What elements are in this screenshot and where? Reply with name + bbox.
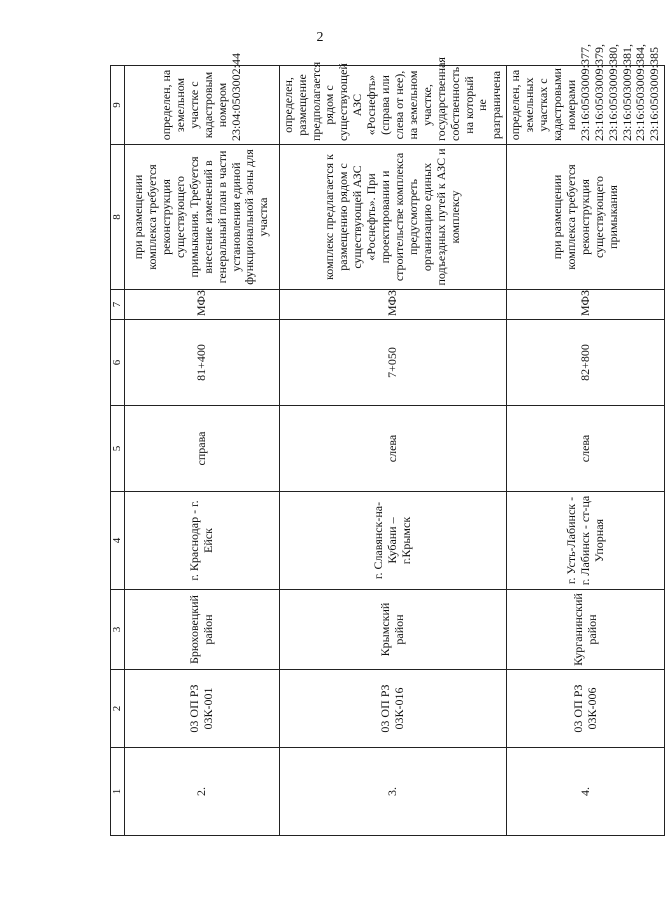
- table-landscape: [110, 43, 662, 836]
- side: слева: [507, 406, 665, 492]
- row-number: 2.: [124, 748, 279, 836]
- column-number: 9: [111, 66, 125, 145]
- table-row: [124, 66, 279, 836]
- table-row: [279, 66, 507, 836]
- road-code: 03 ОП РЗ 03К-001: [124, 670, 279, 748]
- district: Крымский район: [279, 590, 507, 670]
- type: МФЗ: [279, 290, 507, 320]
- road-code: 03 ОП РЗ 03К-006: [507, 670, 665, 748]
- road-name: г. Славянск-на-Кубани – г.Крымск: [279, 492, 507, 590]
- km: 7+050: [279, 320, 507, 406]
- column-number: 7: [111, 290, 125, 320]
- table-rotated-wrapper: [110, 43, 662, 836]
- column-number: 3: [111, 590, 125, 670]
- header-row: [111, 66, 125, 836]
- road-code: 03 ОП РЗ 03К-016: [279, 670, 507, 748]
- page-number: 2: [316, 30, 324, 45]
- table-row: [507, 66, 665, 836]
- land-plot: определен, размещение предполагается рядом с существующей АЗС «Роснефть» (справа или слева от нее), на земельном участке, государственная собственность на который не разграничена: [279, 66, 507, 145]
- column-number: 4: [111, 492, 125, 590]
- road-name: г. Краснодар - г. Ейск: [124, 492, 279, 590]
- district: Брюховецкий район: [124, 590, 279, 670]
- km: 82+800: [507, 320, 665, 406]
- row-number: 4.: [507, 748, 665, 836]
- type: МФЗ: [507, 290, 665, 320]
- road-name: г. Усть-Лабинск - г. Лабинск - ст-ца Упорная: [507, 492, 665, 590]
- conditions: комплекс предлагается к размещению рядом с существующей АЗС «Роснефть». При проектировании и строительстве комплекса предусмотреть организацию единых подъездных путей к АЗС и комплексу: [279, 145, 507, 290]
- column-number: 5: [111, 406, 125, 492]
- row-number: 3.: [279, 748, 507, 836]
- conditions: при размещении комплекса требуется реконструкция существующего примыкания. Требуется внесение изменений в генеральный план в части установления единой функциональной зоны для участка: [124, 145, 279, 290]
- column-number: 2: [111, 670, 125, 748]
- side: справа: [124, 406, 279, 492]
- conditions: при размещении комплекса требуется реконструкция существующего примыкания: [507, 145, 665, 290]
- schedule-table: [110, 43, 665, 836]
- km: 81+400: [124, 320, 279, 406]
- column-number: 1: [111, 748, 125, 836]
- column-number: 6: [111, 320, 125, 406]
- column-number: 8: [111, 145, 125, 290]
- land-plot: определен, на земельных участках с кадастровыми номерами 23:16:0503009:377, 23:16:0503009:379, 23:16:0503009:380, 23:16:0503009:381, 23:16:0503009:384, 23:16:0503009:385: [507, 66, 665, 145]
- type: МФЗ: [124, 290, 279, 320]
- side: слева: [279, 406, 507, 492]
- district: Курганинский район: [507, 590, 665, 670]
- land-plot: определен, на земельном участке с кадастровым номером 23:04:0503002:44: [124, 66, 279, 145]
